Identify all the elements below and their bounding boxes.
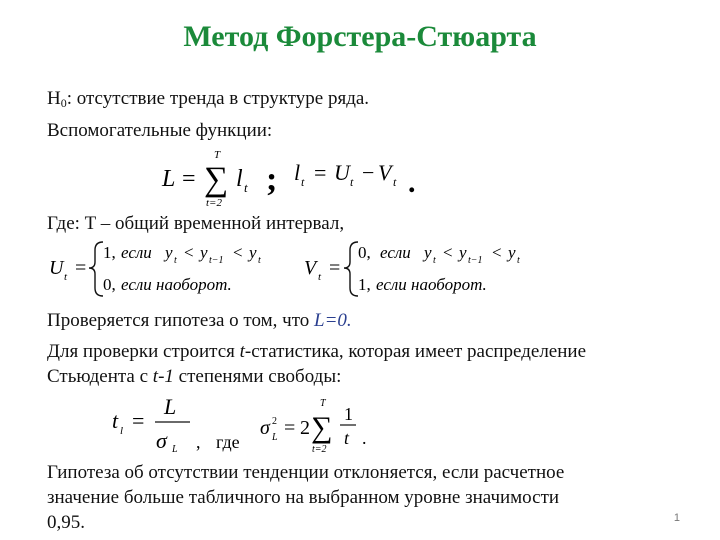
eq2-sum: ∑ (311, 411, 333, 444)
eq1-term: l (236, 166, 243, 192)
eq2-den: σ (156, 428, 167, 453)
tstat-line-2 (47, 366, 341, 388)
eq2-eq: = (132, 408, 145, 433)
eq2-num: L (164, 394, 177, 419)
eq1-sum-top: T (214, 149, 221, 161)
eq2-t-sub: l (120, 425, 124, 437)
V-case1-a-sub: t (433, 255, 436, 266)
U-case1-b-sub: t−1 (209, 255, 224, 266)
U-case1-b: y (200, 243, 208, 262)
U-brace (89, 242, 103, 296)
V-brace (344, 242, 358, 296)
h0-text: : отсутствие тренда в структуре ряда. (66, 88, 370, 109)
U-name-sub: t (64, 271, 68, 283)
equation-L-definition (160, 144, 460, 210)
V-case1-val: 0, (358, 243, 371, 262)
eq2-eq2: = (284, 417, 296, 439)
hypothesis-value: L=0. (314, 310, 352, 331)
eq2-two: 2 (300, 417, 310, 439)
slide-title: Метод Форстера-Стюарта (183, 20, 537, 53)
U-case2-text: если наоборот. (121, 275, 232, 294)
equation-V-definition (302, 236, 552, 300)
equation-t-statistic (110, 392, 400, 458)
U-case1-lt2: < (233, 243, 243, 262)
tstat-part1: Для проверки строится (47, 341, 240, 362)
eq1-rhs-l-sub: t (301, 175, 305, 189)
eq2-where: где (216, 432, 240, 452)
eq2-sum-top: T (320, 398, 326, 409)
V-case1-c-sub: t (517, 255, 520, 266)
eq1-equals: = (182, 166, 196, 192)
V-case1-lt2: < (492, 243, 502, 262)
conclusion-line-3: 0,95. (47, 512, 85, 533)
U-case1-val: 1, (103, 243, 116, 262)
tstat-line-1 (47, 341, 586, 363)
tstat-tm1: t-1 (152, 366, 174, 387)
eq2-comma: , (196, 432, 201, 452)
aux-functions-label: Вспомогательные функции: (47, 120, 273, 141)
eq2-frac-num: 1 (344, 404, 353, 424)
eq1-V: V (378, 160, 392, 185)
V-case1-b-sub: t−1 (468, 255, 483, 266)
U-case1-lt1: < (184, 243, 194, 262)
V-case1-lt1: < (443, 243, 453, 262)
slide-number: 1 (673, 512, 680, 524)
conclusion-line-2: значение больше табличного на выбранном уровне значимости (47, 487, 560, 508)
eq1-U-sub: t (350, 175, 354, 189)
eq2-end: . (362, 428, 367, 448)
V-case1-c: y (508, 243, 516, 262)
conclusion-line-1: Гипотеза об отсутствии тенденции отклоняется, если расчетное (47, 462, 565, 483)
where-line: Где: T – общий временной интервал, (47, 213, 345, 234)
eq2-sum-bottom: t=2 (312, 444, 327, 455)
eq2-t: t (112, 408, 119, 433)
U-case1-c: y (249, 243, 257, 262)
tstat-part2: -статистика, которая имеет распределение (244, 341, 587, 362)
V-case2-val: 1, (358, 275, 371, 294)
tstat-part4: степенями свободы: (173, 366, 342, 387)
V-case1-b: y (459, 243, 467, 262)
eq1-V-sub: t (393, 175, 397, 189)
U-case1-a-sub: t (174, 255, 177, 266)
V-case2-text: если наоборот. (376, 275, 487, 294)
hypothesis-text: Проверяется гипотеза о том, что (47, 310, 315, 331)
V-case1-if: если (380, 243, 411, 262)
eq2-frac-den: t (344, 428, 350, 448)
eq2-sigma-sub: L (272, 432, 278, 443)
V-case1-a: y (424, 243, 432, 262)
h0-subscript: 0 (60, 96, 67, 110)
h0-symbol: H (47, 88, 61, 109)
eq1-end: . (408, 166, 416, 199)
U-case1-c-sub: t (258, 255, 261, 266)
h0-line (47, 88, 369, 111)
eq1-minus: − (362, 160, 375, 185)
eq1-rhs-l: l (294, 160, 301, 185)
U-case2-val: 0, (103, 275, 116, 294)
eq2-den-sub: L (172, 444, 178, 455)
V-name-sub: t (318, 271, 322, 283)
eq1-sep: ; (266, 161, 278, 198)
eq1-term-sub: t (244, 180, 248, 195)
tstat-part3: Стьюдента с (47, 366, 153, 387)
V-name: V (304, 257, 317, 279)
eq1-rhs-eq: = (314, 160, 327, 185)
V-eq: = (329, 257, 341, 279)
tstat-t: t (239, 341, 245, 362)
equation-U-definition (47, 236, 307, 300)
U-eq: = (75, 257, 87, 279)
eq2-sigma-sup: 2 (272, 416, 277, 427)
eq1-U: U (334, 160, 350, 185)
hypothesis-line (47, 310, 352, 332)
eq1-sum-bottom: t=2 (206, 197, 222, 209)
eq1-sigma: ∑ (204, 161, 229, 198)
eq2-sigma: σ (260, 417, 270, 439)
U-case1-if: если (121, 243, 152, 262)
U-case1-a: y (165, 243, 173, 262)
eq1-L: L (162, 166, 176, 192)
U-name: U (49, 257, 64, 279)
